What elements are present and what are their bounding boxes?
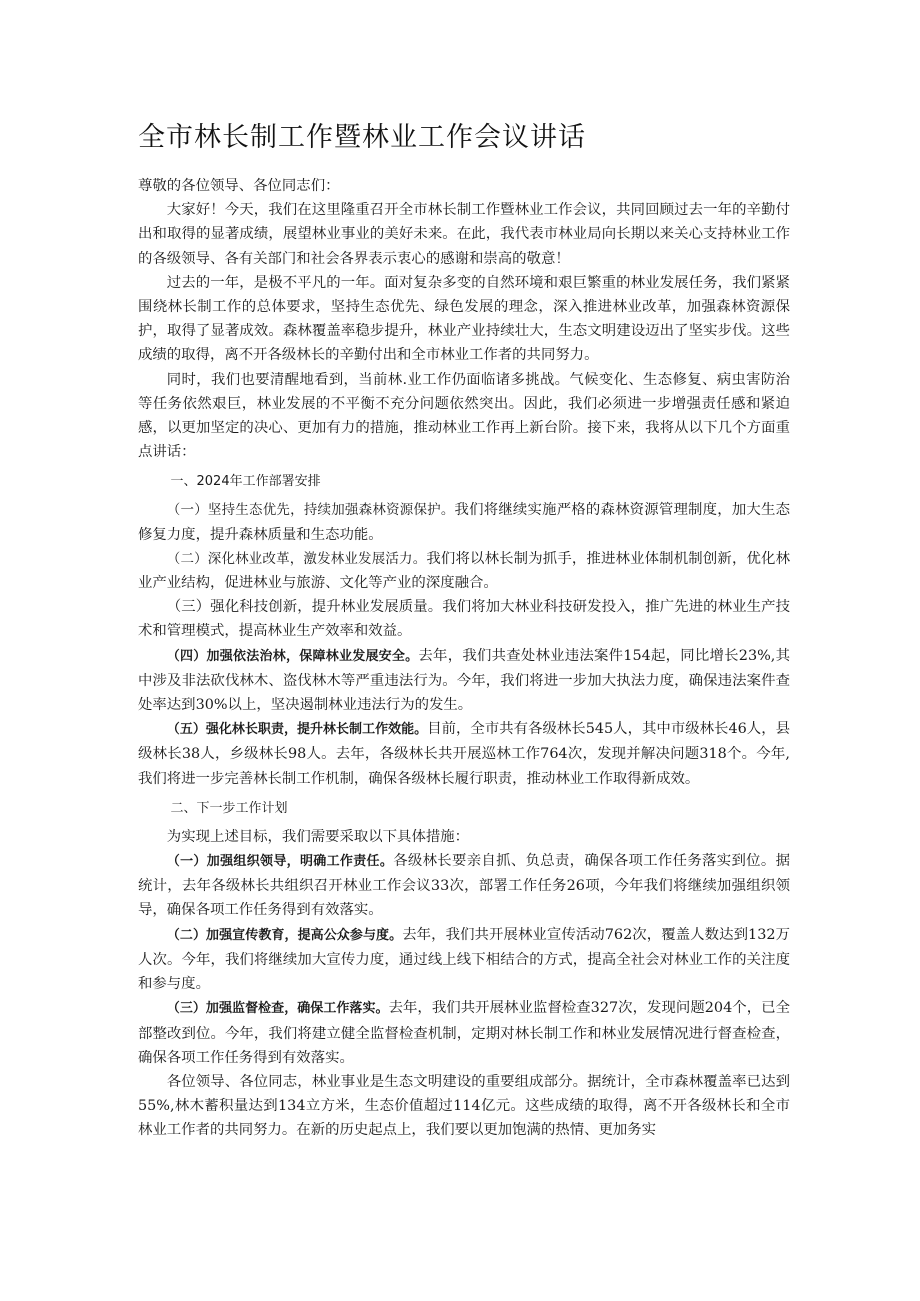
section1-item-4 <box>138 644 790 718</box>
section1-item-2-text: 我们将以林长制为抓手，推进林业体制机制创新，优化林业产业结构，促进林业与旅游、文化等产业的深度融合。 <box>138 550 790 592</box>
section2-heading: 二、下一步工作计划 <box>170 800 288 816</box>
section1-item-3-lead: （三）强化科技创新，提升林业发展质量。 <box>166 599 443 616</box>
section1-item-4-lead: （四）加强依法治林，保障林业发展安全。 <box>166 648 419 664</box>
document-title: 全市林长制工作暨林业工作会议讲话 <box>138 122 586 153</box>
section1-item-1-text: 我们将继续实施严格的森林资源管理制度，加大生态修复力度，提升森林质量和生态功能。 <box>138 502 790 543</box>
closing-paragraph: 各位领导、各位同志，林业事业是生态文明建设的重要组成部分。据统计，全市森林覆盖率已达到55%,林木蓄积量达到134立方米，生态价值超过114亿元。这些成绩的取得，离不开各级林长和全市林业工作者的共同努力。在新的历史起点上，我们要以更加饱满的热情、更加务实 <box>138 1073 790 1139</box>
salutation: 尊敬的各位领导、各位同志们： <box>138 178 340 194</box>
section2-item-2 <box>138 923 790 997</box>
section1-item-1 <box>138 498 790 546</box>
section1-item-5-text: 目前，全市共有各级林长545人，其中市级林长46人，县级林长38人，乡级林长98人。去年，各级林长共开展巡林工作764次，发现并解决问题318个。今年,我们将进一步完善林长制工作机制，确保各级林长履行职责，推动林业工作取得新成效。 <box>138 721 790 787</box>
section2-item-3-text: 去年，我们共开展林业监督检查327次，发现问题204个，已全部整改到位。今年，我们将建立健全监督检查机制，定期对林长制工作和林业发展情况进行督查检查，确保各项工作任务得到有效落实。 <box>138 1000 790 1066</box>
section1-item-3-text: 我们将加大林业科技研发投入，推广先进的林业生产技术和管理模式，提高林业生产效率和效益。 <box>138 599 790 640</box>
review-paragraph: 过去的一年，是极不平凡的一年。面对复杂多变的自然环境和艰巨繁重的林业发展任务，我们紧紧围绕林长制工作的总体要求，坚持生态优先、绿色发展的理念，深入推进林业改革，加强森林资源保护，取得了显著成效。森林覆盖率稳步提升，林业产业持续壮大，生态文明建设迈出了坚实步伐。这些成绩的取得，离不开各级林长的辛勤付出和全市林业工作者的共同努力。 <box>138 274 790 364</box>
opening-paragraph: 大家好！今天，我们在这里隆重召开全市林长制工作暨林业工作会议，共同回顾过去一年的辛勤付出和取得的显著成绩，展望林业事业的美好未来。在此，我代表市林业局向长期以来关心支持林业工作的各级领导、各有关部门和社会各界表示衷心的感谢和崇高的敬意！ <box>138 202 790 267</box>
section1-item-2 <box>138 547 790 595</box>
section1-item-5 <box>138 717 790 791</box>
section2-item-2-text: 去年，我们共开展林业宣传活动762次，覆盖人数达到132万人次。今年，我们将继续加大宣传力度，通过线上线下相结合的方式，提高全社会对林业工作的关注度和参与度。 <box>138 926 790 993</box>
section1-item-1-lead: （一）坚持生态优先，持续加强森林资源保护。 <box>166 502 455 519</box>
section2-item-3-lead: （三）加强监督检查，确保工作落实。 <box>166 1001 389 1017</box>
challenges-paragraph: 同时，我们也要清醒地看到，当前林.业工作仍面临诸多挑战。气候变化、生态修复、病虫害防治等任务依然艰巨，林业发展的不平衡不充分问题依然突出。因此，我们必须进一步增强责任感和紧迫感，以更加坚定的决心、更加有力的措施，推动林业工作再上新台阶。接下来，我将从以下几个方面重点讲话： <box>138 371 790 461</box>
document-page <box>138 118 790 1143</box>
section1-item-5-lead: （五）强化林长职责，提升林长制工作效能。 <box>166 722 428 738</box>
section2-item-1-text: 各级林长要亲自抓、负总责，确保各项工作任务落实到位。据统计，去年各级林长共组织召开林业工作会议33次，部署工作任务26项，今年我们将继续加强组织领导，确保各项工作任务得到有效落实。 <box>138 853 790 919</box>
section2-item-1 <box>138 849 790 923</box>
section2-item-2-lead: （二）加强宣传教育，提高公众参与度。 <box>166 927 403 943</box>
section1-item-2-lead: （二）深化林业改革，激发林业发展活力。 <box>166 550 427 567</box>
section1-item-4-text: 去年，我们共查处林业违法案件154起，同比增长23%,其中涉及非法砍伐林木、盗伐林木等严重违法行为。今年，我们将进一步加大执法力度，确保违法案件查处率达到30%以上，坚决遏制林业违法行为的发生。 <box>138 647 790 714</box>
section2-item-3 <box>138 996 790 1070</box>
section2-intro: 为实现上述目标，我们需要采取以下具体措施： <box>166 828 470 845</box>
section2-item-1-lead: （一）加强组织领导，明确工作责任。 <box>166 854 394 870</box>
section1-heading: 一、2024年工作部署安排 <box>170 474 321 490</box>
section1-item-3 <box>138 595 790 643</box>
